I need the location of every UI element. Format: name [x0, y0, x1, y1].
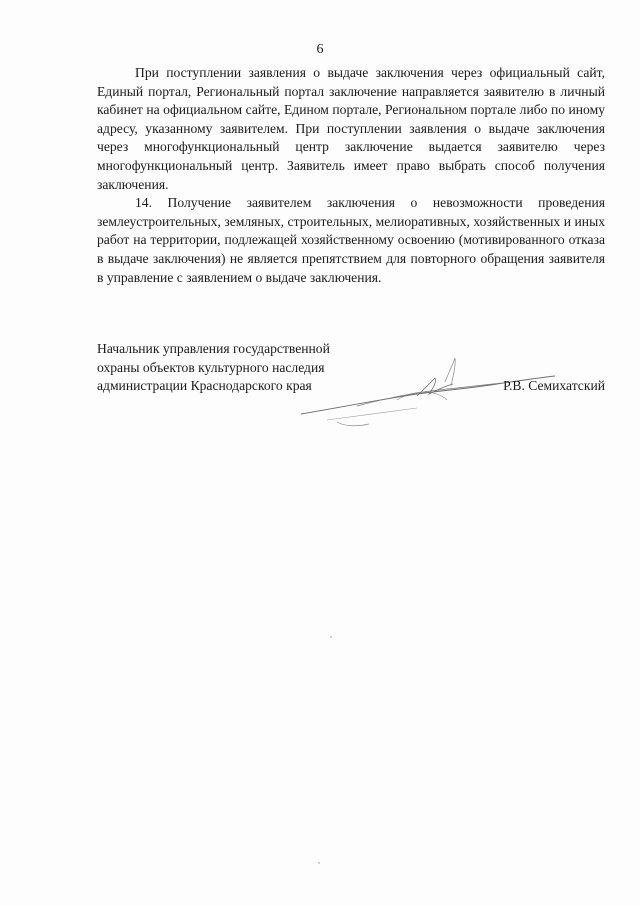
document-body	[97, 64, 605, 287]
signatory-name: Р.В. Семихатский	[503, 378, 605, 393]
signature-block	[97, 340, 605, 430]
signatory-title-line: Начальник управления государственной	[97, 341, 330, 356]
scan-speck	[318, 862, 320, 864]
page-number: 6	[316, 42, 324, 57]
paragraph-14: 14. Получение заявителем заключения о невозможности проведения землеустроительных, земляных, строительных, мелиоративных, хозяйственных и иных работ на территории, подлежащей хозяйственному освоению (мотивированного отказа в выдаче заключения) не является препятствием для повторного обращения заявителя в управление с заявлением о выдаче заключения.	[97, 195, 605, 285]
paragraph-delivery: При поступлении заявления о выдаче заключения через официальный сайт, Единый портал, Региональный портал заключение направляется заявителю в личный кабинет на официальном сайте, Едином портале, Региональном портале либо по иному адресу, указанному заявителем. При поступлении заявления о выдаче заключения через многофункциональный центр заключение выдается заявителю через многофункциональный центр. Заявитель имеет право выбрать способ получения заключения.	[97, 65, 605, 192]
scan-speck	[330, 636, 332, 638]
signatory-title-line: администрации Краснодарского края	[97, 378, 312, 394]
signatory-title-line: охраны объектов культурного наследия	[97, 359, 325, 375]
